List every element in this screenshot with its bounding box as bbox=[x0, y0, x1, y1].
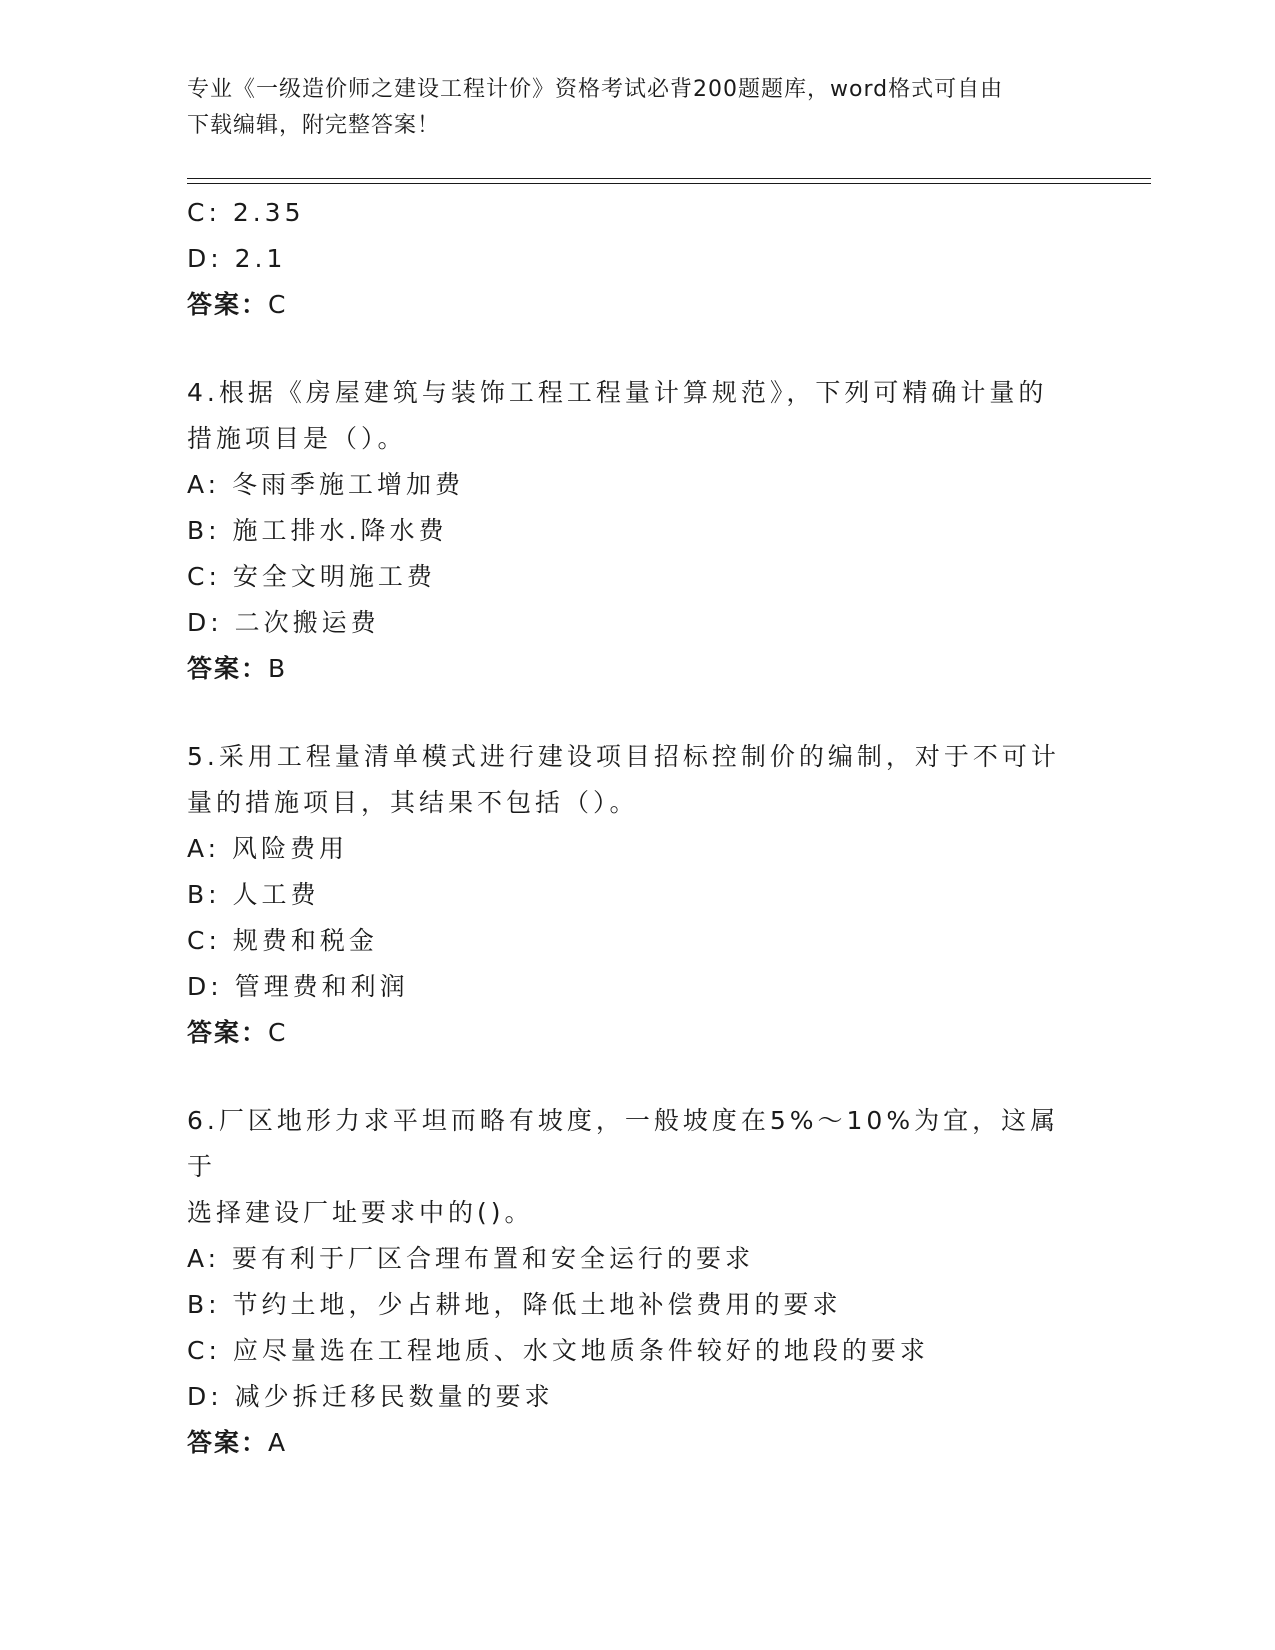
question-text bbox=[187, 734, 1087, 826]
option-b: B: 施工排水.降水费 bbox=[187, 516, 448, 545]
option-a: A: 要有利于厂区合理布置和安全运行的要求 bbox=[187, 1244, 755, 1273]
header-divider-top bbox=[187, 178, 1151, 179]
question-text-line-2: 选择建设厂址要求中的()。 bbox=[187, 1198, 534, 1227]
option-c: C: 2.35 bbox=[187, 198, 305, 227]
option-d: D: 2.1 bbox=[187, 244, 287, 273]
option-c: C: 安全文明施工费 bbox=[187, 562, 436, 591]
question-5 bbox=[187, 734, 1087, 1056]
option-d: D: 减少拆迁移民数量的要求 bbox=[187, 1382, 554, 1411]
question-text-line-1: 4.根据《房屋建筑与装饰工程工程量计算规范》，下列可精确计量的 bbox=[187, 378, 1048, 407]
answer-label: 答案： bbox=[187, 290, 269, 319]
answer-value: A bbox=[268, 1428, 288, 1457]
question-text bbox=[187, 1098, 1087, 1236]
option-b: B: 人工费 bbox=[187, 880, 320, 909]
option-a: A: 风险费用 bbox=[187, 834, 349, 863]
question-list bbox=[187, 190, 1087, 1466]
question-text bbox=[187, 370, 1087, 462]
question-partial bbox=[187, 190, 1087, 328]
question-6 bbox=[187, 1098, 1087, 1466]
answer-line bbox=[187, 282, 1087, 328]
question-4 bbox=[187, 370, 1087, 692]
answer-line bbox=[187, 1010, 1087, 1056]
answer-line bbox=[187, 1420, 1087, 1466]
option-d: D: 二次搬运费 bbox=[187, 608, 380, 637]
answer-value: B bbox=[268, 654, 288, 683]
question-text-line-1: 6.厂区地形力求平坦而略有坡度，一般坡度在5%～10%为宜，这属于 bbox=[187, 1106, 1060, 1181]
option-b: B: 节约土地，少占耕地，降低土地补偿费用的要求 bbox=[187, 1290, 842, 1319]
header-line-2: 下载编辑，附完整答案！ bbox=[187, 113, 441, 138]
answer-label: 答案： bbox=[187, 654, 269, 683]
answer-label: 答案： bbox=[187, 1018, 269, 1047]
question-text-line-2: 量的措施项目，其结果不包括（）。 bbox=[187, 788, 639, 817]
option-a: A: 冬雨季施工增加费 bbox=[187, 470, 465, 499]
header-line-1: 专业《一级造价师之建设工程计价》资格考试必背200题题库，word格式可自由 bbox=[187, 77, 1004, 102]
answer-value: C bbox=[268, 1018, 288, 1047]
header-divider-bottom bbox=[187, 183, 1151, 184]
question-text-line-1: 5.采用工程量清单模式进行建设项目招标控制价的编制，对于不可计 bbox=[187, 742, 1060, 771]
answer-value: C bbox=[268, 290, 288, 319]
option-c: C: 规费和税金 bbox=[187, 926, 378, 955]
answer-label: 答案： bbox=[187, 1428, 269, 1457]
option-c: C: 应尽量选在工程地质、水文地质条件较好的地段的要求 bbox=[187, 1336, 929, 1365]
question-text-line-2: 措施项目是（）。 bbox=[187, 424, 407, 453]
document-header bbox=[187, 72, 1067, 144]
answer-line bbox=[187, 646, 1087, 692]
option-d: D: 管理费和利润 bbox=[187, 972, 409, 1001]
